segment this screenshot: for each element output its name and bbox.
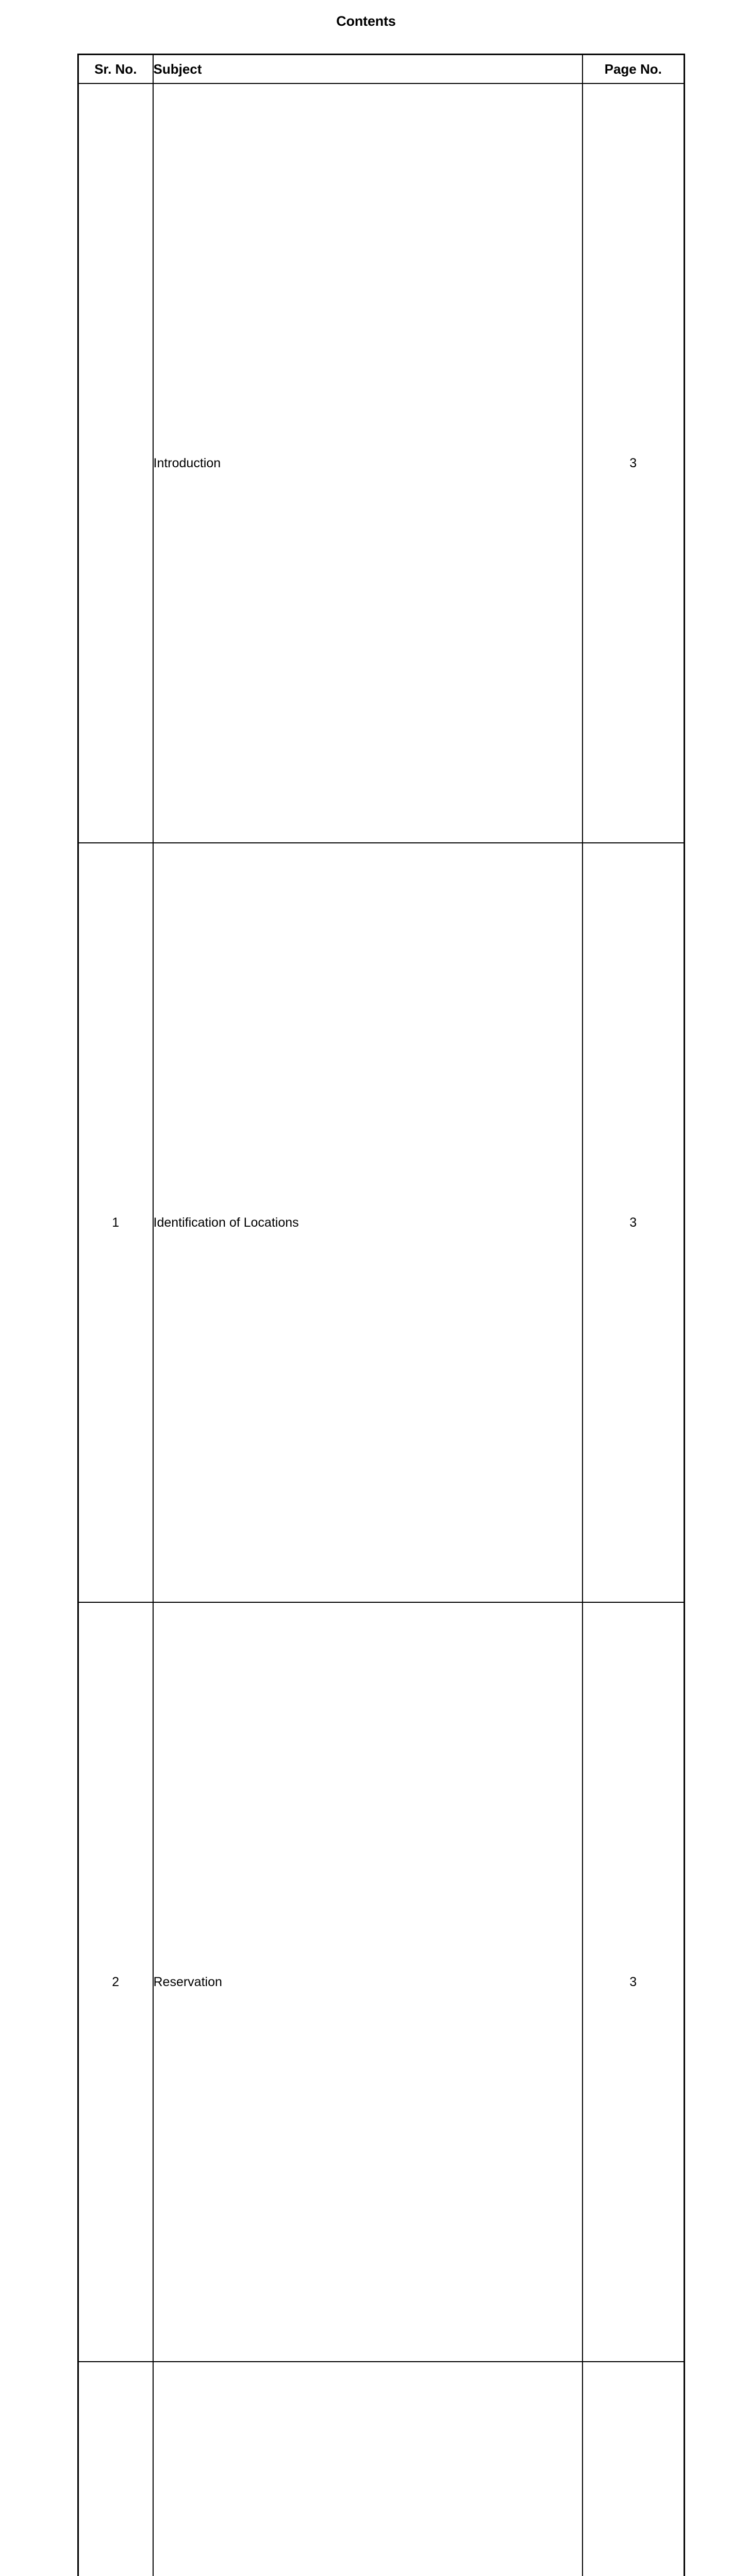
- cell-sr-no: 1: [78, 843, 153, 1602]
- cell-subject: [153, 2362, 583, 2576]
- cell-subject: Reservation: [153, 1602, 583, 2362]
- cell-sr-no: [78, 83, 153, 843]
- page-title: Contents: [336, 13, 396, 29]
- table-row: [78, 1602, 685, 2362]
- column-header-sr-no: Sr. No.: [78, 55, 153, 84]
- cell-subject: Identification of Locations: [153, 843, 583, 1602]
- column-header-subject: Subject: [153, 55, 583, 84]
- table-row: [78, 843, 685, 1602]
- toc-table: [77, 54, 685, 2576]
- cell-page-no: 3: [583, 1602, 685, 2362]
- table-header-row: [78, 55, 685, 84]
- table-header: [78, 55, 685, 84]
- cell-page-no: 3: [583, 843, 685, 1602]
- cell-sr-no: 2: [78, 1602, 153, 2362]
- column-header-page-no: Page No.: [583, 55, 685, 84]
- cell-sr-no: [78, 2362, 153, 2576]
- cell-page-no: [583, 2362, 685, 2576]
- cell-subject: Introduction: [153, 83, 583, 843]
- table-of-contents: [77, 54, 684, 2576]
- table-row: [78, 2362, 685, 2576]
- table-row: [78, 83, 685, 843]
- cell-page-no: 3: [583, 83, 685, 843]
- table-body: [78, 83, 685, 2576]
